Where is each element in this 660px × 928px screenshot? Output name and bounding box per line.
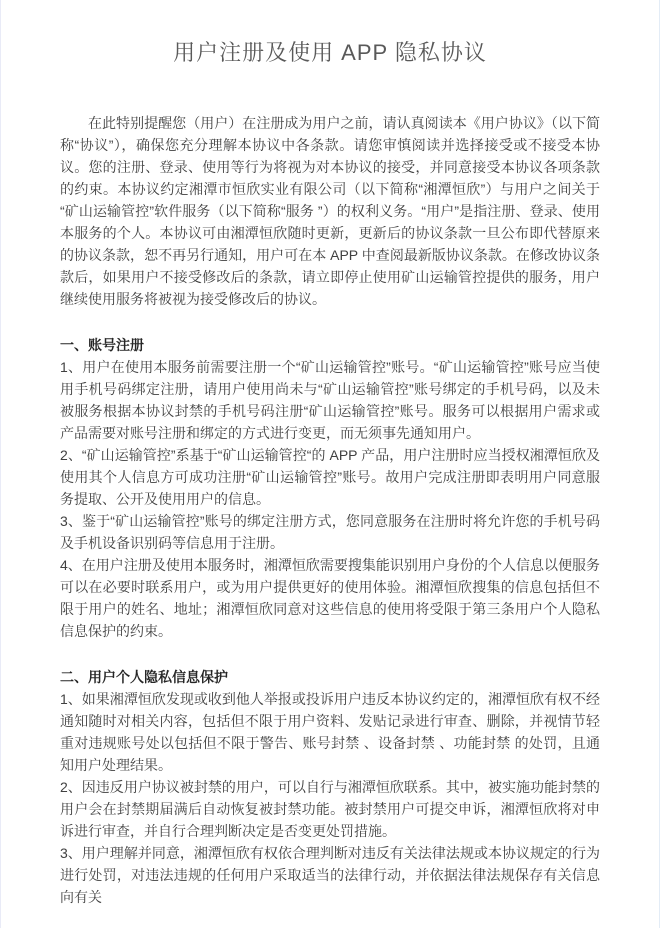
section-heading-privacy-protection: 二、用户个人隐私信息保护 [60, 669, 228, 685]
clause-paragraph: 2、“矿山运输管控”系基于“矿山运输管控“的 APP 产品，用户注册时应当授权湘潭恒欣及使用其个人信息方可成功注册“矿山运输管控”账号。故用户完成注册即表明用户同意服务提取、公开及使用用户的信息。 [60, 447, 600, 507]
clause-paragraph: 2、因违反用户协议被封禁的用户，可以自行与湘潭恒欣联系。其中，被实施功能封禁的用户会在封禁期届满后自动恢复被封禁功能。被封禁用户可提交申诉，湘潭恒欣将对申诉进行审查，并自行合理判断决定是否变更处罚措施。 [60, 779, 600, 839]
document-body [60, 112, 600, 908]
clause-paragraph: 4、在用户注册及使用本服务时，湘潭恒欣需要搜集能识别用户身份的个人信息以便服务可以在必要时联系用户，或为用户提供更好的使用体验。湘潭恒欣搜集的信息包括但不限于用户的姓名、地址；湘潭恒欣同意对这些信息的使用将受限于第三条用户个人隐私信息保护的约束。 [60, 557, 600, 639]
section-heading-account-registration: 一、账号注册 [60, 337, 144, 353]
intro-paragraph: 在此特别提醒您（用户）在注册成为用户之前，请认真阅读本《用户协议》（以下简称“协议”），确保您充分理解本协议中各条款。请您审慎阅读并选择接受或不接受本协议。您的注册、登录、使用等行为将视为对本协议的接受，并同意接受本协议各项条款的约束。本协议约定湘潭市恒欣实业有限公司（以下简称“湘潭恒欣”）与用户之间关于“矿山运输管控”软件服务（以下简称“服务 ”）的权利义务。“用户”是指注册、登录、使用本服务的个人。本协议可由湘潭恒欣随时更新，更新后的协议条款一旦公布即代替原来的协议条款，恕不再另行通知，用户可在本 APP 中查阅最新版协议条款。在修改协议条款后，如果用户不接受修改后的条款，请立即停止使用矿山运输管控提供的服务，用户继续使用服务将被视为接受修改后的协议。 [60, 115, 600, 307]
clause-paragraph: 3、用户理解并同意，湘潭恒欣有权依合理判断对违反有关法律法规或本协议规定的行为进行处罚，对违法违规的任何用户采取适当的法律行动，并依据法律法规保存有关信息向有关 [60, 845, 600, 905]
page-title: 用户注册及使用 APP 隐私协议 [173, 40, 487, 65]
clause-paragraph: 3、鉴于“矿山运输管控”账号的绑定注册方式，您同意服务在注册时将允许您的手机号码及手机设备识别码等信息用于注册。 [60, 513, 600, 551]
clause-paragraph: 1、如果湘潭恒欣发现或收到他人举报或投诉用户违反本协议约定的，湘潭恒欣有权不经通知随时对相关内容，包括但不限于用户资料、发贴记录进行审查、删除，并视情节轻重对违规账号处以包括但不限于警告、账号封禁 、设备封禁 、功能封禁 的处罚，且通知用户处理结果。 [60, 691, 600, 773]
clause-paragraph: 1、用户在使用本服务前需要注册一个“矿山运输管控”账号。“矿山运输管控”账号应当使用手机号码绑定注册，请用户使用尚未与“矿山运输管控”账号绑定的手机号码，以及未被服务根据本协议封禁的手机号码注册“矿山运输管控”账号。服务可以根据用户需求或产品需要对账号注册和绑定的方式进行变更，而无须事先通知用户。 [60, 359, 600, 441]
